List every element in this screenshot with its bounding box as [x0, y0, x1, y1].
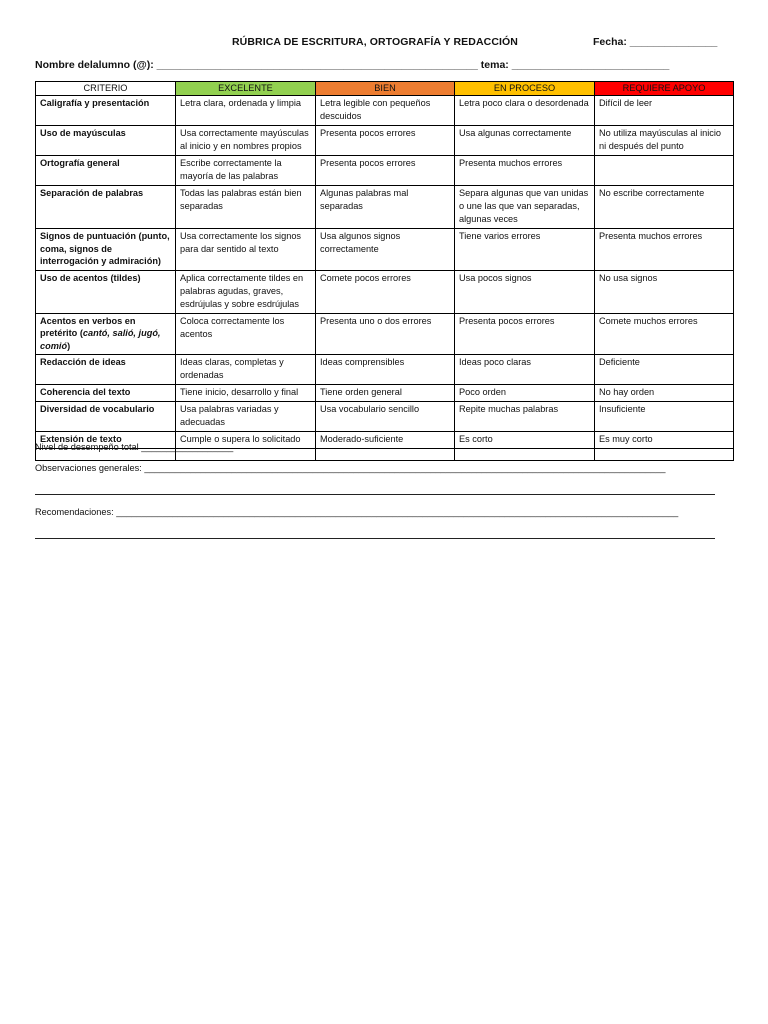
requiere-apoyo-cell: Difícil de leer: [595, 96, 734, 126]
bien-cell: Letra legible con pequeños descuidos: [316, 96, 455, 126]
requiere-apoyo-cell: No usa signos: [595, 270, 734, 313]
requiere-apoyo-cell: Presenta muchos errores: [595, 229, 734, 271]
table-row: [36, 385, 734, 402]
en-proceso-cell: Repite muchas palabras: [455, 402, 595, 432]
table-row: [36, 270, 734, 313]
empty-cell[interactable]: [595, 449, 734, 461]
criterion-cell: [36, 313, 176, 355]
requiere-apoyo-cell: Es muy corto: [595, 432, 734, 449]
topic-label: tema:: [480, 59, 509, 71]
en-proceso-cell: Poco orden: [455, 385, 595, 402]
observations-blank[interactable]: ______________________________________________________________________________________________________: [144, 463, 666, 473]
requiere-apoyo-cell: Comete muchos errores: [595, 313, 734, 355]
criterion-cell: Signos de puntuación (punto, coma, signos de interrogación y admiración): [36, 229, 176, 271]
en-proceso-cell: Letra poco clara o desordenada: [455, 96, 595, 126]
performance-level-blank[interactable]: __________________: [141, 442, 234, 452]
performance-level-line: [35, 442, 233, 452]
observations-line: [35, 463, 666, 473]
requiere-apoyo-cell: No escribe correctamente: [595, 186, 734, 229]
table-row: [36, 96, 734, 126]
excelente-cell: Aplica correctamente tildes en palabras agudas, graves, esdrújulas y sobre esdrújulas: [176, 270, 316, 313]
rubric-table: [35, 81, 734, 461]
bien-cell: Presenta pocos errores: [316, 156, 455, 186]
criterion-cell: Coherencia del texto: [36, 385, 176, 402]
date-field[interactable]: [593, 36, 717, 48]
requiere-apoyo-cell: [595, 156, 734, 186]
excelente-cell: Cumple o supera lo solicitado: [176, 432, 316, 449]
student-info-line: [35, 59, 669, 71]
table-row: [36, 313, 734, 355]
bien-cell: Usa algunos signos correctamente: [316, 229, 455, 271]
header-excelente: EXCELENTE: [176, 82, 316, 96]
en-proceso-cell: Separa algunas que van unidas o une las que van separadas, algunas veces: [455, 186, 595, 229]
observations-extra-line[interactable]: [35, 494, 715, 495]
recommendations-blank[interactable]: ______________________________________________________________________________________________________________: [116, 507, 679, 517]
header-en-proceso: EN PROCESO: [455, 82, 595, 96]
performance-level-label: Nivel de desempeño total: [35, 442, 139, 452]
criterion-cell: Ortografía general: [36, 156, 176, 186]
criterion-cell: Caligrafía y presentación: [36, 96, 176, 126]
observations-label: Observaciones generales:: [35, 463, 142, 473]
recommendations-label: Recomendaciones:: [35, 507, 114, 517]
criterion-cell: Extensión de texto: [36, 432, 176, 449]
recommendations-line: [35, 507, 678, 517]
en-proceso-cell: Usa pocos signos: [455, 270, 595, 313]
en-proceso-cell: Usa algunas correctamente: [455, 126, 595, 156]
table-row: [36, 229, 734, 271]
table-row: [36, 156, 734, 186]
bien-cell: Moderado-suficiente: [316, 432, 455, 449]
criterion-cell: Diversidad de vocabulario: [36, 402, 176, 432]
requiere-apoyo-cell: Insuficiente: [595, 402, 734, 432]
bien-cell: Presenta uno o dos errores: [316, 313, 455, 355]
excelente-cell: Tiene inicio, desarrollo y final: [176, 385, 316, 402]
excelente-cell: Ideas claras, completas y ordenadas: [176, 355, 316, 385]
requiere-apoyo-cell: No utiliza mayúsculas al inicio ni después del punto: [595, 126, 734, 156]
criterion-cell: Uso de acentos (tildes): [36, 270, 176, 313]
student-name-label: Nombre delalumno (@):: [35, 59, 154, 71]
table-row: [36, 355, 734, 385]
requiere-apoyo-cell: No hay orden: [595, 385, 734, 402]
topic-blank[interactable]: ___________________________: [511, 59, 670, 71]
en-proceso-cell: Tiene varios errores: [455, 229, 595, 271]
en-proceso-cell: Presenta muchos errores: [455, 156, 595, 186]
excelente-cell: Usa palabras variadas y adecuadas: [176, 402, 316, 432]
document-title: RÚBRICA DE ESCRITURA, ORTOGRAFÍA Y REDACCIÓN: [232, 36, 518, 48]
excelente-cell: Escribe correctamente la mayoría de las palabras: [176, 156, 316, 186]
header-criterio: CRITERIO: [36, 82, 176, 96]
empty-cell[interactable]: [455, 449, 595, 461]
date-label: Fecha:: [593, 36, 627, 48]
excelente-cell: Coloca correctamente los acentos: [176, 313, 316, 355]
bien-cell: Usa vocabulario sencillo: [316, 402, 455, 432]
en-proceso-cell: Es corto: [455, 432, 595, 449]
header-requiere-apoyo: REQUIERE APOYO: [595, 82, 734, 96]
empty-cell[interactable]: [316, 449, 455, 461]
bien-cell: Algunas palabras mal separadas: [316, 186, 455, 229]
en-proceso-cell: Ideas poco claras: [455, 355, 595, 385]
bien-cell: Comete pocos errores: [316, 270, 455, 313]
recommendations-extra-line[interactable]: [35, 538, 715, 539]
table-header-row: [36, 82, 734, 96]
bien-cell: Ideas comprensibles: [316, 355, 455, 385]
excelente-cell: Todas las palabras están bien separadas: [176, 186, 316, 229]
table-row: [36, 126, 734, 156]
criterion-cell: Uso de mayúsculas: [36, 126, 176, 156]
excelente-cell: Usa correctamente los signos para dar sentido al texto: [176, 229, 316, 271]
excelente-cell: Usa correctamente mayúsculas al inicio y en nombres propios: [176, 126, 316, 156]
criterion-cell: Separación de palabras: [36, 186, 176, 229]
criterion-examples: cantó, salió, jugó, comió: [40, 328, 161, 351]
bien-cell: Presenta pocos errores: [316, 126, 455, 156]
criterion-text: Acentos en verbos en pretérito (: [40, 315, 136, 338]
criterion-text-end: ): [67, 340, 71, 351]
table-row: [36, 402, 734, 432]
date-blank: _______________: [629, 36, 718, 48]
en-proceso-cell: Presenta pocos errores: [455, 313, 595, 355]
bien-cell: Tiene orden general: [316, 385, 455, 402]
excelente-cell: Letra clara, ordenada y limpia: [176, 96, 316, 126]
table-row: [36, 186, 734, 229]
criterion-cell: Redacción de ideas: [36, 355, 176, 385]
header-bien: BIEN: [316, 82, 455, 96]
student-name-blank[interactable]: _______________________________________________________: [156, 59, 478, 71]
requiere-apoyo-cell: Deficiente: [595, 355, 734, 385]
